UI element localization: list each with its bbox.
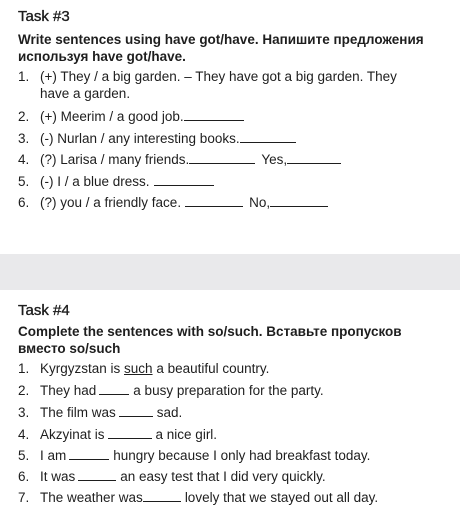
- task3-title: Task #3: [18, 8, 70, 25]
- task4-instruction: Complete the sentences with so/such. Вставьте пропусков вместо so/such: [18, 324, 402, 356]
- task4-title: Task #4: [18, 302, 70, 319]
- item-number: 5.: [18, 174, 30, 189]
- task3-instruction: Write sentences using have got/have. Напишите предложения используя have got/have.: [18, 32, 424, 64]
- task3-item-3: [18, 130, 296, 147]
- task4-card: [0, 290, 460, 513]
- answer-blank[interactable]: [108, 426, 152, 439]
- item-number: 1.: [18, 69, 30, 84]
- answer-blank[interactable]: [154, 173, 214, 186]
- task4-item-7: [18, 489, 378, 506]
- item-text: The film was: [40, 405, 116, 420]
- item-text: hungry because I only had breakfast today.: [113, 448, 371, 463]
- item-text: a nice girl.: [155, 427, 218, 442]
- item-text: (+) Meerim / a good job.: [40, 109, 184, 124]
- task4-item-2: [18, 382, 324, 399]
- item-text: (-) I / a blue dress.: [40, 174, 150, 189]
- answer-blank[interactable]: [78, 468, 116, 481]
- answer-blank[interactable]: [189, 151, 255, 164]
- item-text: I am: [40, 448, 67, 463]
- item-text: (?) Larisa / many friends.: [40, 152, 190, 167]
- task3-item-5: [18, 173, 214, 190]
- item-text: Kyrgyzstan is: [40, 361, 125, 376]
- item-number: 4.: [18, 152, 30, 167]
- item-number: 1.: [18, 361, 30, 376]
- answer-blank[interactable]: [184, 108, 244, 121]
- task4-item-6: [18, 468, 326, 485]
- item-number: 6.: [18, 195, 30, 210]
- task3-item-6: [18, 194, 328, 211]
- answer-blank[interactable]: [119, 404, 153, 417]
- item-answer-prefix: No,: [249, 195, 271, 210]
- item-text: The weather was: [40, 490, 143, 505]
- task4-item-1: [18, 360, 269, 377]
- item-text: (+) They / a big garden. – They have got a big garden. They: [40, 69, 397, 84]
- task3-item-4: [18, 151, 341, 168]
- task4-item-4: [18, 426, 217, 443]
- section-divider: [0, 254, 460, 290]
- filled-answer: such: [124, 361, 153, 376]
- item-text: Akzyinat is: [40, 427, 105, 442]
- answer-blank[interactable]: [185, 194, 243, 207]
- item-number: 2.: [18, 109, 30, 124]
- task3-card: [0, 0, 460, 254]
- item-text: They had: [40, 383, 97, 398]
- item-text: (-) Nurlan / any interesting books.: [40, 131, 240, 146]
- item-answer-prefix: Yes,: [261, 152, 288, 167]
- answer-blank[interactable]: [69, 447, 109, 460]
- item-number: 3.: [18, 405, 30, 420]
- item-text: lovely that we stayed out all day.: [184, 490, 379, 505]
- item-text: an easy test that I did very quickly.: [120, 469, 326, 484]
- task3-item-2: [18, 108, 244, 125]
- task4-item-5: [18, 447, 370, 464]
- item-number: 6.: [18, 469, 30, 484]
- item-text-continued: have a garden.: [40, 86, 131, 101]
- answer-blank[interactable]: [270, 194, 328, 207]
- answer-blank[interactable]: [143, 489, 181, 502]
- answer-blank[interactable]: [99, 382, 129, 395]
- item-text: a beautiful country.: [152, 361, 270, 376]
- task4-item-3: [18, 404, 182, 421]
- item-number: 2.: [18, 383, 30, 398]
- item-number: 5.: [18, 448, 30, 463]
- item-number: 7.: [18, 490, 30, 505]
- task3-item-1: [18, 68, 397, 101]
- answer-blank[interactable]: [240, 130, 296, 143]
- answer-blank[interactable]: [287, 151, 341, 164]
- item-number: 3.: [18, 131, 30, 146]
- item-number: 4.: [18, 427, 30, 442]
- item-text: (?) you / a friendly face.: [40, 195, 182, 210]
- item-text: a busy preparation for the party.: [133, 383, 324, 398]
- item-text: sad.: [156, 405, 183, 420]
- item-text: It was: [40, 469, 76, 484]
